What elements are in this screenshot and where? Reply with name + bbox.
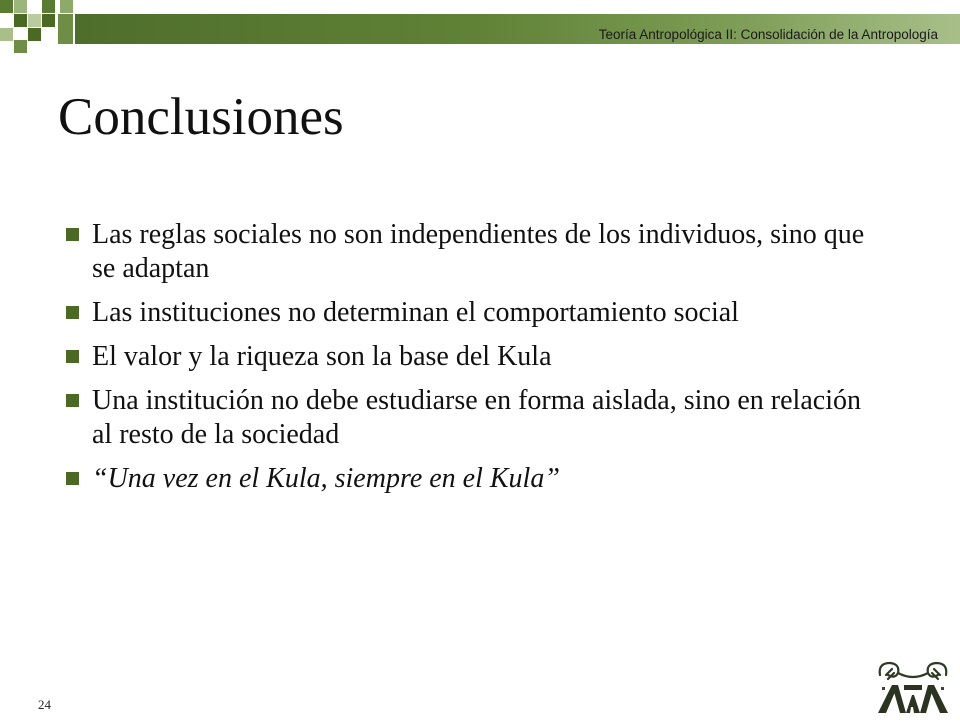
- slide-number: 24: [38, 697, 51, 712]
- bullet-item: [66, 384, 886, 452]
- square-bullet-icon: [66, 350, 79, 363]
- square-bullet-icon: [66, 472, 79, 485]
- deco-square: [42, 0, 55, 13]
- deco-square: [58, 14, 73, 44]
- deco-square: [28, 28, 41, 41]
- deco-square: [14, 0, 27, 13]
- square-bullet-icon: [66, 306, 79, 319]
- slide-title: Conclusiones: [58, 88, 344, 146]
- deco-square: [14, 40, 27, 53]
- bullet-item: [66, 462, 886, 496]
- bullet-text: Las reglas sociales no son independientes de los individuos, sino que se adaptan: [92, 219, 865, 284]
- square-bullet-icon: [66, 394, 79, 407]
- bullet-text-quote: “Una vez en el Kula, siempre en el Kula”: [92, 463, 560, 494]
- bullet-text: El valor y la riqueza son la base del Kula: [92, 341, 552, 372]
- bullet-list: [66, 218, 886, 506]
- square-bullet-icon: [66, 228, 79, 241]
- deco-square: [60, 0, 73, 13]
- course-title: Teoría Antropológica II: Consolidación de la Antropología: [598, 27, 938, 42]
- bullet-text: Las instituciones no determinan el comportamiento social: [92, 297, 739, 328]
- deco-square: [0, 0, 13, 13]
- deco-square: [42, 14, 55, 27]
- deco-square: [28, 14, 41, 27]
- uam-logo-icon: [868, 655, 958, 717]
- bullet-item: [66, 218, 886, 286]
- bullet-item: [66, 340, 886, 374]
- bullet-text: Una institución no debe estudiarse en forma aislada, sino en relación al resto de la sociedad: [92, 385, 861, 450]
- deco-square: [0, 28, 13, 41]
- bullet-item: [66, 296, 886, 330]
- deco-square: [14, 14, 27, 27]
